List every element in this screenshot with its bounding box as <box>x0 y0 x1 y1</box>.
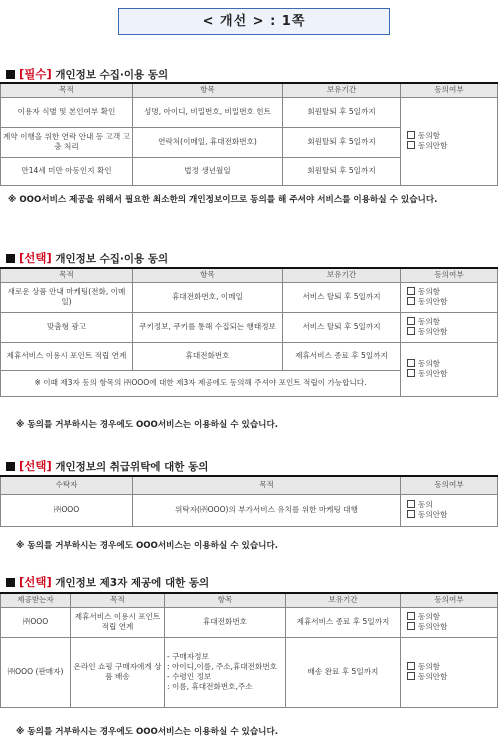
consent-cell <box>401 97 498 185</box>
table-header-row <box>1 268 498 282</box>
checkbox-icon <box>407 662 415 670</box>
consent-cell <box>401 312 498 342</box>
table-row <box>1 312 498 342</box>
square-bullet-icon <box>6 578 15 587</box>
col-header-purpose: 목적 <box>1 268 133 282</box>
item-line: : 아이디,이름, 주소,휴대전화번호 <box>167 661 277 671</box>
consent-cell <box>401 637 498 707</box>
required-collection-table <box>0 82 498 186</box>
cell-purpose: 맞춤형 광고 <box>1 312 133 342</box>
section-outsourcing-heading <box>6 458 208 474</box>
agree-checkbox[interactable] <box>407 500 495 510</box>
table-row <box>1 97 498 127</box>
square-bullet-icon <box>6 70 15 79</box>
consent-cell <box>401 342 498 396</box>
optional-collection-table <box>0 267 498 397</box>
section-required-collection-heading <box>6 66 168 82</box>
required-notice: ※ OOO서비스 제공을 위해서 필요한 최소한의 개인정보이므로 동의를 해 주셔야 서비스를 이용하실 수 있습니다. <box>8 195 438 205</box>
cell-trustee: ㈜OOO <box>1 494 133 526</box>
checkbox-label: 동의안함 <box>418 141 448 150</box>
item-line: : 이름, 휴대전화번호,주소 <box>167 682 253 692</box>
third-party-notice: ※ 동의를 거부하시는 경우에도 OOO서비스는 이용하실 수 있습니다. <box>16 727 279 737</box>
checkbox-icon <box>407 317 415 325</box>
cell-purpose: 계약 이행을 위한 연락 안내 등 고객 고충 처리 <box>1 127 133 157</box>
checkbox-label: 동의함 <box>418 611 441 621</box>
cell-items: 휴대전화번호 <box>133 342 283 370</box>
section-title: 개인정보 수집·이용 동의 <box>55 69 169 81</box>
consent-cell <box>401 607 498 637</box>
cell-items: 휴대전화번호, 이메일 <box>133 282 283 312</box>
col-header-trustee: 수탁자 <box>1 476 133 494</box>
checkbox-label: 동의안함 <box>418 672 448 681</box>
disagree-checkbox[interactable] <box>407 141 495 151</box>
table-row <box>1 282 498 312</box>
table-row <box>1 342 498 370</box>
item-line: - 수령인 정보 <box>167 672 212 681</box>
checkbox-label: 동의안함 <box>418 327 448 336</box>
checkbox-label: 동의함 <box>418 661 441 671</box>
outsourcing-table <box>0 475 498 527</box>
cell-recipient: ㈜OOO <box>1 607 71 637</box>
page-title: < 개선 > : 1쪽 <box>118 8 390 35</box>
third-party-table <box>0 592 498 708</box>
checkbox-label: 동의함 <box>418 286 441 296</box>
agree-checkbox[interactable] <box>407 359 495 369</box>
col-header-recipient: 제공받는자 <box>1 593 71 607</box>
cell-items: 법정 생년월일 <box>133 157 283 185</box>
checkbox-icon <box>407 131 415 139</box>
row-note: ※ 이때 제3자 동의 항목의 ㈜OOO에 대한 제3자 제공에도 동의해 주셔야 포인트 적립이 가능합니다. <box>1 370 401 396</box>
agree-checkbox[interactable] <box>407 131 495 141</box>
table-row <box>1 494 498 526</box>
col-header-purpose: 목적 <box>133 476 401 494</box>
section-title: 개인정보 제3자 제공에 대한 동의 <box>55 577 210 589</box>
disagree-checkbox[interactable] <box>407 297 495 307</box>
checkbox-icon <box>407 297 415 305</box>
optional-collection-notice: ※ 동의를 거부하시는 경우에도 OOO서비스는 이용하실 수 있습니다. <box>16 420 279 430</box>
cell-items: 쿠키정보, 쿠키를 통해 수집되는 행태정보 <box>133 312 283 342</box>
checkbox-icon <box>407 369 415 377</box>
cell-purpose: 만14세 미만 아동인지 확인 <box>1 157 133 185</box>
section-third-party-heading <box>6 574 209 590</box>
table-row <box>1 637 498 707</box>
optional-tag: [선택] <box>19 575 52 589</box>
cell-period: 제휴서비스 종료 후 5일까지 <box>283 342 401 370</box>
col-header-consent: 동의여부 <box>401 83 498 97</box>
cell-purpose: 제휴서비스 이용시 포인트 적립 연계 <box>1 342 133 370</box>
checkbox-icon <box>407 359 415 367</box>
agree-checkbox[interactable] <box>407 317 495 327</box>
cell-period: 회원탈퇴 후 5일까지 <box>283 157 401 185</box>
section-title: 개인정보 수집·이용 동의 <box>55 253 169 265</box>
agree-checkbox[interactable] <box>407 287 495 297</box>
item-line: - 구매자정보 <box>167 651 209 661</box>
cell-items: 성명, 아이디, 비밀번호, 비밀번호 힌트 <box>133 97 283 127</box>
table-row <box>1 607 498 637</box>
agree-checkbox[interactable] <box>407 612 495 622</box>
consent-cell <box>401 282 498 312</box>
col-header-consent: 동의여부 <box>401 268 498 282</box>
optional-tag: [선택] <box>19 251 52 265</box>
section-optional-collection-heading <box>6 250 168 266</box>
col-header-period: 보유기간 <box>283 268 401 282</box>
checkbox-icon <box>407 510 415 518</box>
col-header-consent: 동의여부 <box>401 476 498 494</box>
cell-purpose: 제휴서비스 이용시 포인트 적립 연계 <box>71 607 165 637</box>
checkbox-label: 동의함 <box>418 130 441 140</box>
cell-purpose: 온라인 쇼핑 구매자에게 상품 배송 <box>71 637 165 707</box>
checkbox-icon <box>407 622 415 630</box>
checkbox-icon <box>407 500 415 508</box>
disagree-checkbox[interactable] <box>407 672 495 682</box>
col-header-consent: 동의여부 <box>401 593 498 607</box>
square-bullet-icon <box>6 462 15 471</box>
checkbox-label: 동의함 <box>418 316 441 326</box>
cell-period: 제휴서비스 종료 후 5일까지 <box>286 607 401 637</box>
checkbox-label: 동의 <box>418 499 433 509</box>
checkbox-icon <box>407 141 415 149</box>
consent-cell <box>401 494 498 526</box>
cell-period: 배송 완료 후 5일까지 <box>286 637 401 707</box>
col-header-items: 항목 <box>133 268 283 282</box>
cell-purpose: 새로운 상품 안내 마케팅(전화, 이메일) <box>1 282 133 312</box>
checkbox-label: 동의안함 <box>418 510 448 519</box>
disagree-checkbox[interactable] <box>407 327 495 337</box>
col-header-period: 보유기간 <box>286 593 401 607</box>
cell-purpose: 이용자 식별 및 본인여부 확인 <box>1 97 133 127</box>
square-bullet-icon <box>6 254 15 263</box>
agree-checkbox[interactable] <box>407 662 495 672</box>
disagree-checkbox[interactable] <box>407 369 495 379</box>
col-header-purpose: 목적 <box>71 593 165 607</box>
checkbox-label: 동의안함 <box>418 369 448 378</box>
disagree-checkbox[interactable] <box>407 622 495 632</box>
cell-items: 휴대전화번호 <box>165 607 286 637</box>
cell-purpose: 위탁자(㈜OOO)의 부가서비스 유치를 위한 마케팅 대행 <box>133 494 401 526</box>
table-header-row <box>1 593 498 607</box>
col-header-period: 보유기간 <box>283 83 401 97</box>
cell-items <box>165 637 286 707</box>
section-title: 개인정보의 취급위탁에 대한 동의 <box>55 461 209 473</box>
cell-period: 서비스 탈퇴 후 5일까지 <box>283 282 401 312</box>
checkbox-icon <box>407 327 415 335</box>
cell-items: 연락처(이메일, 휴대전화번호) <box>133 127 283 157</box>
checkbox-label: 동의안함 <box>418 622 448 631</box>
cell-period: 회원탈퇴 후 5일까지 <box>283 127 401 157</box>
col-header-items: 항목 <box>165 593 286 607</box>
table-header-row <box>1 83 498 97</box>
disagree-checkbox[interactable] <box>407 510 495 520</box>
required-tag: [필수] <box>19 67 52 81</box>
col-header-purpose: 목적 <box>1 83 133 97</box>
col-header-items: 항목 <box>133 83 283 97</box>
checkbox-icon <box>407 612 415 620</box>
cell-period: 회원탈퇴 후 5일까지 <box>283 97 401 127</box>
checkbox-label: 동의함 <box>418 358 441 368</box>
table-header-row <box>1 476 498 494</box>
checkbox-label: 동의안함 <box>418 297 448 306</box>
checkbox-icon <box>407 672 415 680</box>
cell-period: 서비스 탈퇴 후 5일까지 <box>283 312 401 342</box>
outsourcing-notice: ※ 동의를 거부하시는 경우에도 OOO서비스는 이용하실 수 있습니다. <box>16 541 279 551</box>
cell-recipient: ㈜OOO (판매자) <box>1 637 71 707</box>
optional-tag: [선택] <box>19 459 52 473</box>
checkbox-icon <box>407 287 415 295</box>
